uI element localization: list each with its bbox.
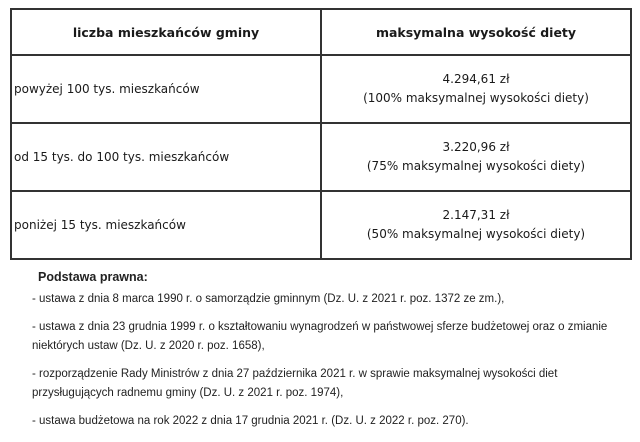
legal-basis-item: - ustawa z dnia 23 grudnia 1999 r. o kształtowaniu wynagrodzeń w państwowej sferze budżetowej oraz o zmianie niektórych ustaw (Dz. U. z 2020 r. poz. 1658), <box>32 321 608 352</box>
table-row <box>11 55 631 123</box>
amount-value: 2.147,31 zł <box>442 208 510 222</box>
table-row <box>11 123 631 191</box>
percent-note: (50% maksymalnej wysokości diety) <box>366 227 586 241</box>
amount-cell <box>321 123 631 191</box>
percent-note: (75% maksymalnej wysokości diety) <box>366 159 586 173</box>
amount-value: 3.220,96 zł <box>442 140 510 154</box>
table-row <box>11 191 631 259</box>
percent-note: (100% maksymalnej wysokości diety) <box>363 91 589 105</box>
amount-cell <box>321 191 631 259</box>
diety-table <box>10 8 632 260</box>
header-population: liczba mieszkańców gminy <box>11 9 321 55</box>
legal-basis-section <box>32 270 632 440</box>
amount-cell <box>321 55 631 123</box>
header-max-diet: maksymalna wysokość diety <box>321 9 631 55</box>
legal-basis-item: - ustawa z dnia 8 marca 1990 r. o samorządzie gminnym (Dz. U. z 2021 r. poz. 1372 ze zm.), <box>32 293 505 305</box>
legal-basis-item: - rozporządzenie Rady Ministrów z dnia 27 października 2021 r. w sprawie maksymalnej wysokości diet przysługujących radnemu gminy (Dz. U. z 2021 r. poz. 1974), <box>32 368 558 399</box>
population-cell: poniżej 15 tys. mieszkańców <box>11 191 321 259</box>
table-header-row <box>11 9 631 55</box>
legal-basis-item: - ustawa budżetowa na rok 2022 z dnia 17 grudnia 2021 r. (Dz. U. z 2022 r. poz. 270). <box>32 415 469 427</box>
population-cell: od 15 tys. do 100 tys. mieszkańców <box>11 123 321 191</box>
population-cell: powyżej 100 tys. mieszkańców <box>11 55 321 123</box>
amount-value: 4.294,61 zł <box>442 72 510 86</box>
legal-basis-title: Podstawa prawna: <box>38 270 148 284</box>
